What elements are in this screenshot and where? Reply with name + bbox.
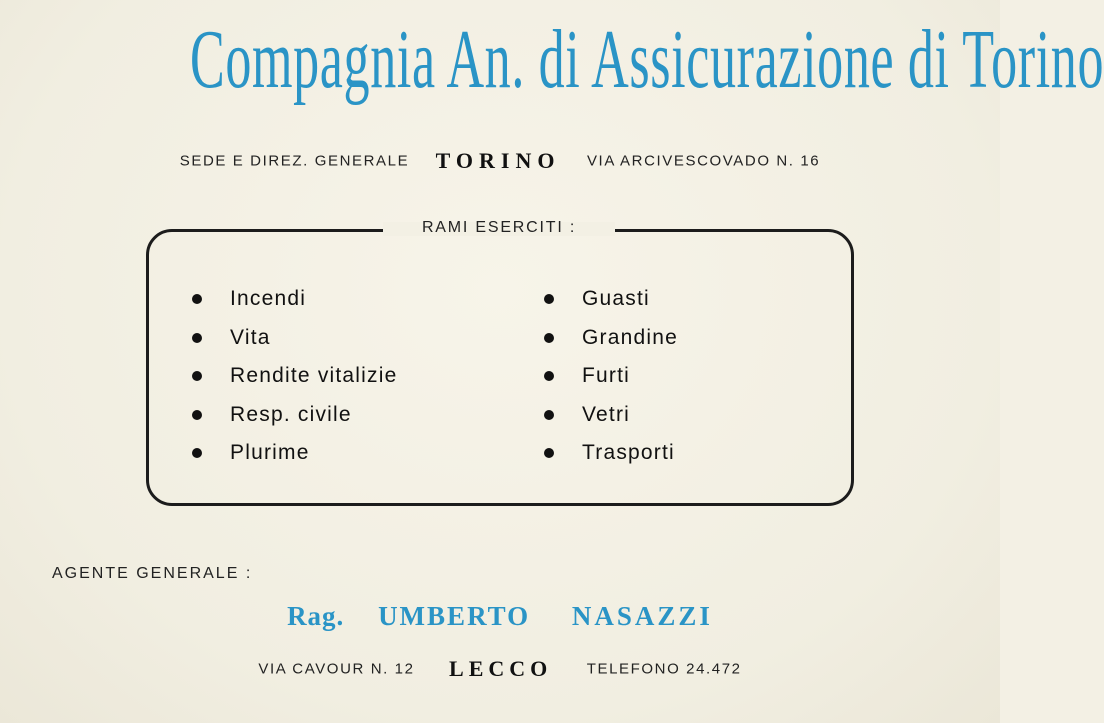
agent-section-label: AGENTE GENERALE : — [52, 565, 253, 582]
bullet-icon — [192, 294, 202, 304]
rami-label: RAMI ESERCITI : — [421, 219, 577, 236]
list-item-label: Trasporti — [582, 441, 675, 465]
list-item — [544, 357, 678, 396]
agent-city: LECCO — [449, 656, 553, 681]
list-item-label: Resp. civile — [230, 402, 352, 426]
bullet-icon — [544, 410, 554, 420]
sede-label: SEDE E DIREZ. GENERALE — [179, 152, 410, 170]
list-item — [544, 396, 678, 435]
agent-last-name: NASAZZI — [571, 601, 713, 631]
list-item — [544, 434, 678, 473]
rami-list-right — [544, 280, 678, 473]
company-title: Compagnia An. di Assicurazione di Torino — [190, 13, 1104, 106]
bullet-icon — [544, 333, 554, 343]
agent-first-name: UMBERTO — [378, 601, 531, 631]
list-item-label: Plurime — [230, 441, 310, 465]
bullet-icon — [192, 448, 202, 458]
bullet-icon — [544, 371, 554, 381]
bullet-icon — [192, 371, 202, 381]
agent-address-line — [0, 656, 1000, 682]
agent-address: VIA CAVOUR N. 12 — [258, 660, 415, 678]
agent-phone: TELEFONO 24.472 — [586, 660, 742, 678]
list-item-label: Rendite vitalizie — [230, 364, 398, 388]
list-item — [544, 319, 678, 358]
list-item-label: Incendi — [230, 287, 307, 311]
sede-address: VIA ARCIVESCOVADO N. 16 — [586, 152, 821, 170]
list-item-label: Furti — [582, 364, 630, 388]
list-item — [192, 280, 397, 319]
bullet-icon — [192, 410, 202, 420]
list-item — [192, 434, 397, 473]
agent-title: Rag. — [287, 601, 345, 631]
headquarters-line — [0, 148, 1000, 174]
bullet-icon — [544, 448, 554, 458]
list-item — [544, 280, 678, 319]
rami-list-left — [192, 280, 397, 473]
sede-city: TORINO — [435, 148, 561, 173]
list-item-label: Vita — [230, 325, 271, 349]
list-item — [192, 357, 397, 396]
list-item — [192, 396, 397, 435]
bullet-icon — [192, 333, 202, 343]
agent-name — [0, 601, 1000, 632]
list-item-label: Vetri — [582, 402, 631, 426]
list-item-label: Guasti — [582, 287, 650, 311]
bullet-icon — [544, 294, 554, 304]
list-item — [192, 319, 397, 358]
list-item-label: Grandine — [582, 325, 678, 349]
